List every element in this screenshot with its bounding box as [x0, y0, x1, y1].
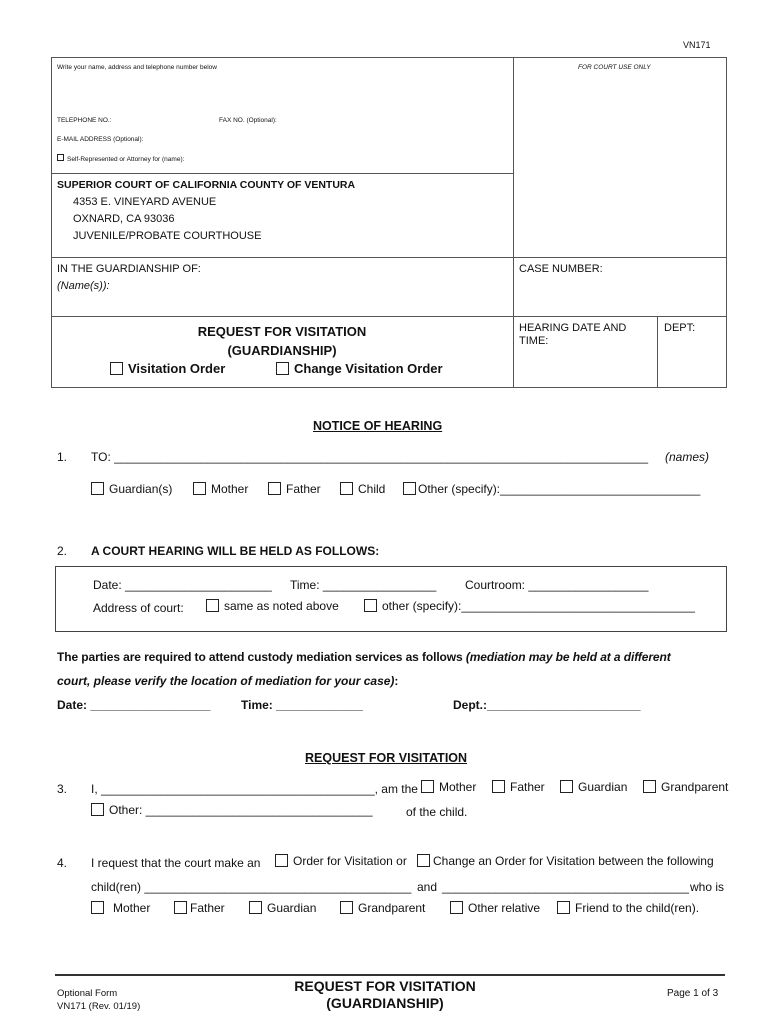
- item4-mother-label: Mother: [113, 901, 151, 915]
- guardian-label: Guardian(s): [109, 482, 173, 496]
- item3-mother-checkbox[interactable]: [421, 780, 434, 793]
- item4-father[interactable]: [174, 901, 225, 915]
- recipient-other[interactable]: [403, 482, 700, 496]
- item3-grandparent-label: Grandparent: [661, 780, 729, 794]
- item4-father-label: Father: [190, 901, 225, 915]
- court-city: OXNARD, CA 93036: [73, 213, 175, 225]
- item3-num: 3.: [57, 782, 68, 796]
- item3-guardian[interactable]: [560, 780, 627, 794]
- mother-label: Mother: [211, 482, 249, 496]
- self-rep-row: [57, 154, 184, 163]
- item4-change-checkbox[interactable]: [417, 854, 430, 867]
- telephone-label[interactable]: TELEPHONE NO.:: [57, 117, 112, 124]
- item2-text: A COURT HEARING WILL BE HELD AS FOLLOWS:: [91, 544, 380, 558]
- court-use-label: FOR COURT USE ONLY: [578, 64, 651, 71]
- mediation-time-field[interactable]: Time: _____________: [241, 698, 363, 712]
- to-field[interactable]: TO: ________________________________________________________________________________: [91, 450, 649, 464]
- item4-change-option[interactable]: [417, 854, 714, 868]
- names-suffix: (names): [665, 450, 710, 464]
- item4-mother-checkbox[interactable]: [91, 901, 104, 914]
- mediation-date-field[interactable]: Date: __________________: [57, 698, 211, 712]
- item4-change-label: Change an Order for Visitation between the following: [433, 854, 714, 868]
- item4-guardian-label: Guardian: [267, 901, 317, 915]
- item4-whois: who is: [690, 880, 725, 894]
- item4-num: 4.: [57, 856, 68, 870]
- court-title: SUPERIOR COURT OF CALIFORNIA COUNTY OF VENTURA: [57, 179, 356, 191]
- change-visitation-checkbox[interactable]: [276, 362, 289, 375]
- footer-rule: [55, 974, 725, 976]
- fax-label[interactable]: FAX NO. (Optional):: [219, 117, 277, 124]
- hearing-date-field[interactable]: Date: ______________________: [93, 578, 272, 592]
- court-street: 4353 E. VINEYARD AVENUE: [73, 196, 217, 208]
- item3-other[interactable]: [91, 803, 373, 817]
- child-label: Child: [358, 482, 386, 496]
- mother-checkbox[interactable]: [193, 482, 206, 495]
- names-label[interactable]: (Name(s)):: [57, 280, 110, 292]
- mediation-text-line2: court, please verify the location of mediation for your case):: [57, 674, 399, 688]
- item4-father-checkbox[interactable]: [174, 901, 187, 914]
- item3-guardian-label: Guardian: [578, 780, 628, 794]
- item4-person-field[interactable]: _____________________________________: [442, 880, 689, 894]
- father-checkbox[interactable]: [268, 482, 281, 495]
- mediation-text: The parties are required to attend custody mediation services as follows (mediation may be held at a different: [57, 650, 671, 664]
- notice-heading: NOTICE OF HEARING: [313, 419, 443, 433]
- same-address-checkbox[interactable]: [206, 599, 219, 612]
- other-label: Other (specify):: [418, 482, 501, 496]
- form-code-top: VN171: [683, 40, 711, 50]
- item3-grandparent-checkbox[interactable]: [643, 780, 656, 793]
- same-address-label: same as noted above: [224, 599, 339, 613]
- other-address-field[interactable]: other (specify):___________________________________: [382, 599, 695, 613]
- item4-other-relative-label: Other relative: [468, 901, 541, 915]
- visitation-order-option[interactable]: [110, 361, 225, 376]
- recipient-father[interactable]: [268, 482, 321, 496]
- item3-mother[interactable]: [421, 780, 476, 794]
- father-label: Father: [286, 482, 321, 496]
- item4-children-field[interactable]: child(ren) ________________________________________: [91, 880, 412, 894]
- of-child-text: of the child.: [406, 805, 468, 819]
- same-address-option[interactable]: [206, 599, 339, 613]
- dept-label[interactable]: DEPT:: [664, 322, 696, 334]
- item4-grandparent-checkbox[interactable]: [340, 901, 353, 914]
- item3-father-label: Father: [510, 780, 545, 794]
- item3-mother-label: Mother: [439, 780, 477, 794]
- footer-code: VN171 (Rev. 01/19): [57, 1001, 141, 1012]
- hearing-time-field[interactable]: Time: _________________: [290, 578, 437, 592]
- guardianship-label: IN THE GUARDIANSHIP OF:: [57, 263, 201, 275]
- footer-optional: Optional Form: [57, 988, 118, 999]
- child-checkbox[interactable]: [340, 482, 353, 495]
- item1-num: 1.: [57, 450, 68, 464]
- item4-prefix: I request that the court make an: [91, 856, 261, 870]
- item4-and: and: [417, 880, 438, 894]
- item4-friend-checkbox[interactable]: [557, 901, 570, 914]
- other-specify-field[interactable]: ______________________________: [500, 482, 701, 496]
- recipient-child[interactable]: [340, 482, 385, 496]
- visitation-order-label: Visitation Order: [128, 361, 226, 376]
- address-label: Address of court:: [93, 601, 184, 615]
- item3-name-field[interactable]: I, _________________________________________, am the: [91, 782, 418, 796]
- footer-page: Page 1 of 3: [667, 988, 719, 999]
- email-label[interactable]: E-MAIL ADDRESS (Optional):: [57, 136, 144, 143]
- item4-friend-label: Friend to the child(ren).: [575, 901, 700, 915]
- item4-order-option[interactable]: [275, 854, 407, 868]
- case-number-label[interactable]: CASE NUMBER:: [519, 263, 603, 275]
- name-address-label: Write your name, address and telephone number below: [57, 64, 217, 71]
- request-heading: REQUEST FOR VISITATION: [305, 751, 468, 765]
- other-checkbox[interactable]: [403, 482, 416, 495]
- hearing-date-label[interactable]: HEARING DATE AND TIME:: [519, 322, 627, 347]
- recipient-mother[interactable]: [193, 482, 248, 496]
- item4-grandparent-label: Grandparent: [358, 901, 426, 915]
- courtroom-field[interactable]: Courtroom: __________________: [465, 578, 649, 592]
- item3-grandparent[interactable]: [643, 780, 728, 794]
- self-rep-label: Self-Represented or Attorney for (name):: [67, 156, 185, 163]
- item4-guardian[interactable]: [249, 901, 316, 915]
- guardian-checkbox[interactable]: [91, 482, 104, 495]
- item3-father[interactable]: [492, 780, 545, 794]
- item3-other-checkbox[interactable]: [91, 803, 104, 816]
- item2-num: 2.: [57, 544, 68, 558]
- visitation-order-checkbox[interactable]: [110, 362, 123, 375]
- item4-friend[interactable]: [557, 901, 699, 915]
- other-address-option[interactable]: [364, 599, 695, 613]
- item3-father-checkbox[interactable]: [492, 780, 505, 793]
- item3-other-field[interactable]: Other: __________________________________: [109, 803, 373, 817]
- footer-title2: (GUARDIANSHIP): [326, 995, 444, 1011]
- item4-other-relative-checkbox[interactable]: [450, 901, 463, 914]
- self-rep-checkbox[interactable]: [57, 154, 64, 161]
- item4-mother[interactable]: [91, 901, 150, 915]
- mediation-dept-field[interactable]: Dept.:_______________________: [453, 698, 641, 712]
- other-address-checkbox[interactable]: [364, 599, 377, 612]
- item4-guardian-checkbox[interactable]: [249, 901, 262, 914]
- item4-order-checkbox[interactable]: [275, 854, 288, 867]
- form-title-line1: REQUEST FOR VISITATION: [197, 324, 367, 339]
- item4-other-relative[interactable]: [450, 901, 540, 915]
- form-title-line2: (GUARDIANSHIP): [227, 343, 337, 358]
- court-courthouse: JUVENILE/PROBATE COURTHOUSE: [73, 230, 262, 242]
- item4-order-label: Order for Visitation or: [293, 854, 407, 868]
- change-visitation-option[interactable]: [276, 361, 443, 376]
- item3-guardian-checkbox[interactable]: [560, 780, 573, 793]
- footer-title1: REQUEST FOR VISITATION: [294, 978, 476, 994]
- recipient-guardian[interactable]: [91, 482, 172, 496]
- change-visitation-label: Change Visitation Order: [294, 361, 443, 376]
- item4-grandparent[interactable]: [340, 901, 425, 915]
